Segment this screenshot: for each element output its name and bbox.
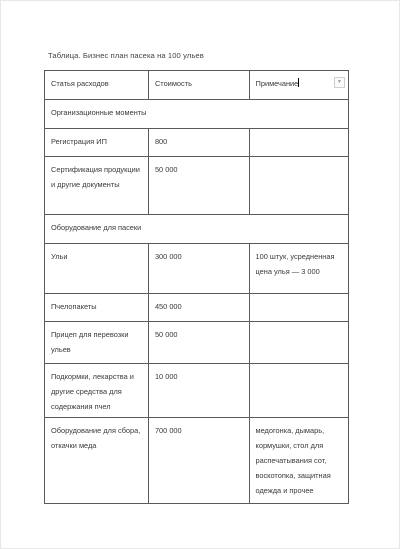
- cell-cost[interactable]: [148, 364, 249, 418]
- table-row: [45, 244, 349, 294]
- cell-note[interactable]: [249, 129, 348, 157]
- cell-item[interactable]: [45, 322, 149, 364]
- cell-cost[interactable]: [148, 129, 249, 157]
- header-note-label: Примечание: [255, 79, 299, 88]
- table-row: [45, 157, 349, 215]
- header-cost-label: Стоимость: [154, 79, 192, 88]
- item-text: Ульи: [51, 252, 68, 261]
- table-header-row: [45, 71, 349, 100]
- header-cell-note[interactable]: [249, 71, 348, 100]
- cell-note[interactable]: [249, 294, 348, 322]
- table-row: [45, 294, 349, 322]
- table-caption: Таблица. Бизнес план пасека на 100 ульев: [48, 51, 204, 60]
- item-text: Оборудование для сбора, откачки меда: [51, 426, 141, 450]
- table-row: [45, 364, 349, 418]
- cost-text: 10 000: [154, 372, 178, 381]
- cell-item[interactable]: [45, 418, 149, 504]
- cell-note[interactable]: [249, 418, 348, 504]
- header-cell-cost[interactable]: [148, 71, 249, 100]
- chevron-down-icon[interactable]: ▼: [334, 77, 345, 88]
- section-title: Оборудование для пасеки: [51, 223, 142, 232]
- cost-text: 50 000: [154, 165, 178, 174]
- cell-note[interactable]: [249, 157, 348, 215]
- cell-cost[interactable]: [148, 418, 249, 504]
- section-title: Организационные моменты: [51, 108, 147, 117]
- cost-text: 800: [154, 137, 168, 146]
- table-row: [45, 418, 349, 504]
- item-text: Сертификация продукции и другие документы: [51, 165, 140, 189]
- item-text: Регистрация ИП: [51, 137, 107, 146]
- cell-item[interactable]: [45, 364, 149, 418]
- cell-note[interactable]: [249, 244, 348, 294]
- cost-text: 700 000: [154, 426, 182, 435]
- cell-note[interactable]: [249, 322, 348, 364]
- cost-text: 450 000: [154, 302, 182, 311]
- cell-cost[interactable]: [148, 157, 249, 215]
- cell-cost[interactable]: [148, 294, 249, 322]
- item-text: Прицеп для перевозки ульев: [51, 330, 129, 354]
- cell-cost[interactable]: [148, 322, 249, 364]
- table-row: [45, 322, 349, 364]
- cell-cost[interactable]: [148, 244, 249, 294]
- header-item-label: Статья расходов: [51, 79, 109, 88]
- section-cell[interactable]: [45, 100, 349, 129]
- cell-note[interactable]: [249, 364, 348, 418]
- note-text: медогонка, дымарь, кормушки, стол для распечатывания сот, воскотопка, защитная одежда и прочее: [255, 426, 331, 495]
- cell-item[interactable]: [45, 129, 149, 157]
- section-row-org: [45, 100, 349, 129]
- cost-text: 50 000: [154, 330, 178, 339]
- business-plan-table: [44, 70, 349, 504]
- cell-item[interactable]: [45, 244, 149, 294]
- item-text: Пчелопакеты: [51, 302, 97, 311]
- text-cursor: [298, 78, 299, 87]
- section-row-equipment: [45, 215, 349, 244]
- cell-item[interactable]: [45, 294, 149, 322]
- note-text: 100 штук, усредненная цена улья — 3 000: [255, 252, 335, 276]
- header-cell-item[interactable]: [45, 71, 149, 100]
- item-text: Подкормки, лекарства и другие средства для содержания пчел: [51, 372, 134, 411]
- table-row: [45, 129, 349, 157]
- section-cell[interactable]: [45, 215, 349, 244]
- cell-item[interactable]: [45, 157, 149, 215]
- cost-text: 300 000: [154, 252, 182, 261]
